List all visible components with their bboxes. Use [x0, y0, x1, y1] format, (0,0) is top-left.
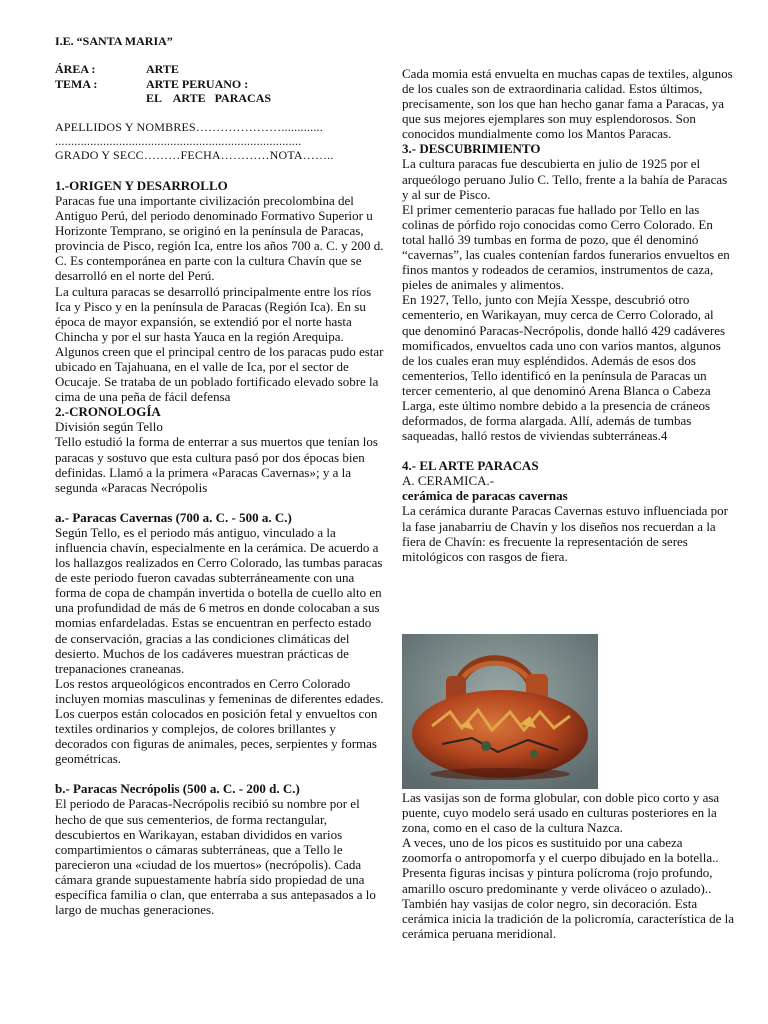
grade-date-score-line: GRADO Y SECC………FECHA…………NOTA……..: [55, 148, 334, 162]
paragraph: En 1927, Tello, junto con Mejía Xesspe, descubrió otro cementerio, en Warikayan, muy cerca de Cerro Colorado, al que denominó Paracas-Necrópolis, donde halló 429 cadáveres momificados, envueltos cada uno con varios mantos, algunos de los cuales eran muy espléndidos. Además de esos dos cementerios, Tello identificó en la península de Paracas un tercer cementerio, al que denominó Arena Blanca o Cabeza Larga, este último nombre debido a la presencia de cráneos deformados, de forma alargada. Allí, además de tumbas saqueadas, halló restos de viviendas subterráneas.4: [402, 292, 726, 444]
paragraph: Paracas fue una importante civilización precolombina del Antiguo Perú, del periodo denominado Formativo Superior u Horizonte Temprano, se originó en la península de Paracas, provincia de Pisco, región Ica, entre los años 700 a. C. y 200 d. C. Es contemporánea en parte con la cultura Chavín que se desarrolló en el norte del Perú.: [55, 193, 384, 284]
subheading-ceramics: cerámica de paracas cavernas: [402, 488, 568, 504]
section-title-discovery: 3.- DESCUBRIMIENTO: [402, 141, 541, 157]
paragraph: La cultura paracas fue descubierta en julio de 1925 por el arqueólogo peruano Julio C. Tello, frente a la bahía de Paracas y al sur de Pisco.: [402, 156, 728, 202]
subheading: A. CERAMICA.-: [402, 473, 495, 489]
paragraph: Algunos creen que el principal centro de los paracas pudo estar ubicado en Tajahuana, en el valle de Ica, por el sector de Ocucaje. Se trataba de un poblado fortificado elevado sobre la cima de una peña de fácil defensa: [55, 343, 384, 405]
left-column: [55, 178, 385, 917]
subsection-title-cavernas: a.- Paracas Cavernas (700 a. C. - 500 a. C.): [55, 509, 292, 525]
tema-value: ARTE PERUANO :: [146, 77, 249, 91]
paragraph: La cerámica durante Paracas Cavernas estuvo influenciada por la fase janabarriu de Chavín y los diseños nos recuerdan a la fiera de Chavín: es frecuente la representación de seres mitológicos con rasgos de fiera.: [402, 503, 728, 564]
area-label: ÁREA :: [55, 62, 96, 76]
tema-label: TEMA :: [55, 77, 98, 91]
section-title-origin: 1.-ORIGEN Y DESARROLLO: [55, 178, 228, 193]
paragraph: El primer cementerio paracas fue hallado por Tello en las colinas de pórfido rojo conocidas como Cerro Colorado. En total halló 39 tumbas en forma de pozo, que él denominó “cavernas”, las cuales contenían fardos funerarios envueltos en finos mantos y rodeados de ceramios, instrumentos de caza, pieles de animales y alimentos.: [402, 201, 730, 293]
subsection-title-necropolis: b.- Paracas Necrópolis (500 a. C. - 200 d. C.): [55, 781, 300, 797]
paragraph: Cada momia está envuelta en muchas capas de textiles, algunos de los cuales son de extraordinaria calidad. Estos últimos, precisamente, son los que han hecho ganar fama a Paracas, ya que sus mejores ejemplares son muy esplendorosos. Son conocidos mundialmente como los Mantos Paracas.: [402, 66, 733, 142]
section-title-art: 4.- EL ARTE PARACAS: [402, 458, 539, 474]
right-column-lower: [402, 790, 735, 941]
area-value: ARTE: [146, 62, 179, 76]
paragraph: A veces, uno de los picos es sustituido por una cabeza zoomorfa o antropomorfa y el cuerpo dibujado en la botella..: [402, 835, 719, 866]
school-name: I.E. “SANTA MARIA”: [55, 34, 173, 48]
section-title-chronology: 2.-CRONOLOGÍA: [55, 404, 161, 420]
subheading: División según Tello: [55, 419, 163, 435]
paragraph: Presenta figuras incisas y pintura polícroma (rojo profundo, amarillo oscuro predominante y verde oliváceo o azulado).. También hay vasijas de color negro, sin decoración. Esta cerámica inicia la tradición de la policromía, característica de la cerámica peruana meridional.: [402, 865, 735, 941]
dots-line: .............................................................................: [55, 134, 302, 148]
tema-subtitle: EL ARTE PARACAS: [146, 91, 272, 105]
vessel-icon: [402, 634, 598, 789]
paragraph: La cultura paracas se desarrolló principalmente entre los ríos Ica y Pisco y en la península de Paracas (Región Ica). En su época de mayor expansión, se extendió por el norte hasta Chincha y por el sur hasta Yauca en la región Arequipa.: [55, 283, 372, 344]
paragraph: Los restos arqueológicos encontrados en Cerro Colorado incluyen momias masculinas y femeninas de diferentes edades. Los cuerpos están colocados en posición fetal y envueltos con textiles ordinarios y complejos, de colores brillantes y decorados con figuras de animales, peces, serpientes y formas geométricas.: [55, 675, 384, 767]
ceramic-vessel-image: [402, 634, 598, 789]
paragraph: Las vasijas son de forma globular, con doble pico corto y asa puente, cuyo modelo será usado en culturas posteriores en la zona, como en el caso de la cultura Nazca.: [402, 790, 720, 836]
paragraph: Tello estudió la forma de enterrar a sus muertos que tenían los paracas y sostuvo que esta cultura pasó por dos épocas bien definidas. Llamó a la primera «Paracas Cavernas»; y a la segunda «Paracas Necrópolis: [55, 434, 378, 495]
paragraph: El periodo de Paracas-Necrópolis recibió su nombre por el hecho de que sus cementerios, de forma rectangular, descubiertos en Warikayan, estaban divididos en varios compartimientos o cámaras subterráneas, que a Tello le parecieron una «ciudad de los muertos» (necrópolis). Cada cámara grande supuestamente habría sido propiedad de una específica familia o clan, que enterraba a sus antepasados a lo largo de muchas generaciones.: [55, 796, 376, 918]
right-column: [402, 66, 735, 564]
name-field-line: APELLIDOS Y NOMBRES………………….............: [55, 120, 323, 134]
paragraph: Según Tello, es el periodo más antiguo, vinculado a la influencia chavín, especialmente en la cerámica. De acuerdo a los hallazgos realizados en Cerro Colorado, las tumbas paracas de este periodo fueron cavadas subterráneamente con una forma de copa de champán invertida o botella de cuello alto en una profundidad de más de 6 metros en donde colocaban a sus momias enfardeladas. Estas se encuentran en perfecto estado de conservación, gracias a las condiciones climáticas del desierto. Muchos de los cadáveres muestran prácticas de trepanaciones craneanas.: [55, 524, 383, 676]
